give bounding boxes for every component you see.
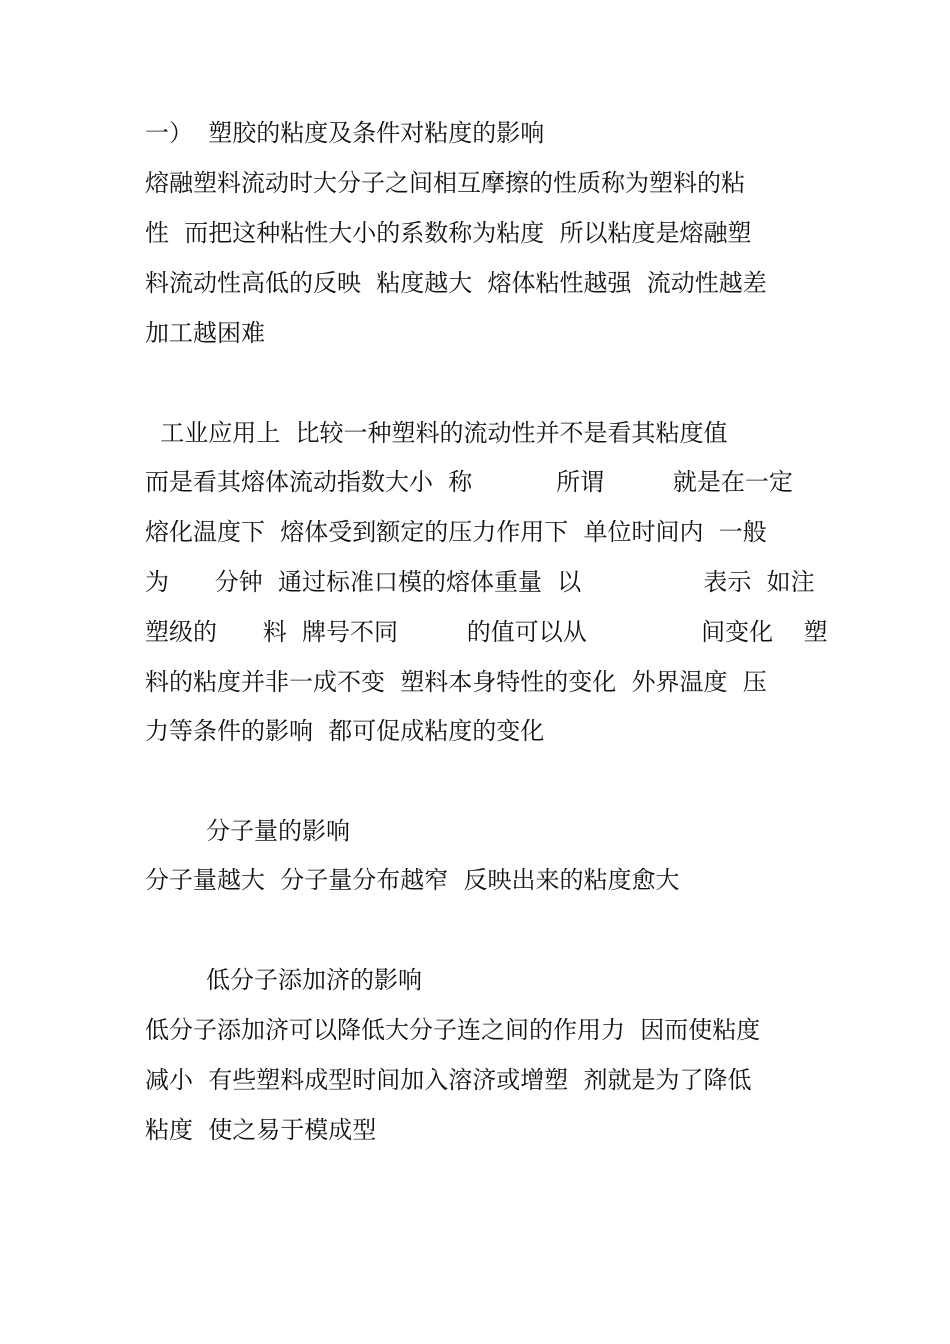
paragraph-line: 而是看其熔体流动指数大小 称 所谓 就是在一定: [145, 468, 793, 496]
paragraph-line: 熔融塑料流动时大分子之间相互摩擦的性质称为塑料的粘: [145, 169, 745, 197]
paragraph-line: 力等条件的影响 都可促成粘度的变化: [145, 717, 545, 745]
paragraph-line: 分子量越大 分子量分布越窄 反映出来的粘度愈大: [145, 866, 680, 894]
paragraph-line: 料的粘度并非一成不变 塑料本身特性的变化 外界温度 压: [145, 668, 767, 696]
subsection-heading: 低分子添加济的影响: [145, 966, 423, 994]
paragraph-line: 熔化温度下 熔体受到额定的压力作用下 单位时间内 一般: [145, 518, 767, 546]
section-heading: 一） 塑胶的粘度及条件对粘度的影响: [145, 119, 545, 147]
paragraph-line: 为 分钟 通过标准口模的熔体重量 以 表示 如注: [145, 568, 815, 596]
subsection-heading: 分子量的影响: [145, 817, 351, 845]
paragraph-line: 性 而把这种粘性大小的系数称为粘度 所以粘度是熔融塑: [145, 219, 752, 247]
paragraph-line: 粘度 使之易于模成型: [145, 1116, 377, 1144]
paragraph-line: 低分子添加济可以降低大分子连之间的作用力 因而使粘度: [145, 1016, 761, 1044]
paragraph-line: 加工越困难: [145, 319, 265, 347]
paragraph-line: 料流动性高低的反映 粘度越大 熔体粘性越强 流动性越差: [145, 269, 767, 297]
paragraph-line: 工业应用上 比较一种塑料的流动性并不是看其粘度值: [145, 419, 728, 447]
paragraph-line: 减小 有些塑料成型时间加入溶济或增塑 剂就是为了降低: [145, 1066, 752, 1094]
paragraph-line: 塑级的 料 牌号不同 的值可以从 间变化 塑: [145, 618, 828, 646]
